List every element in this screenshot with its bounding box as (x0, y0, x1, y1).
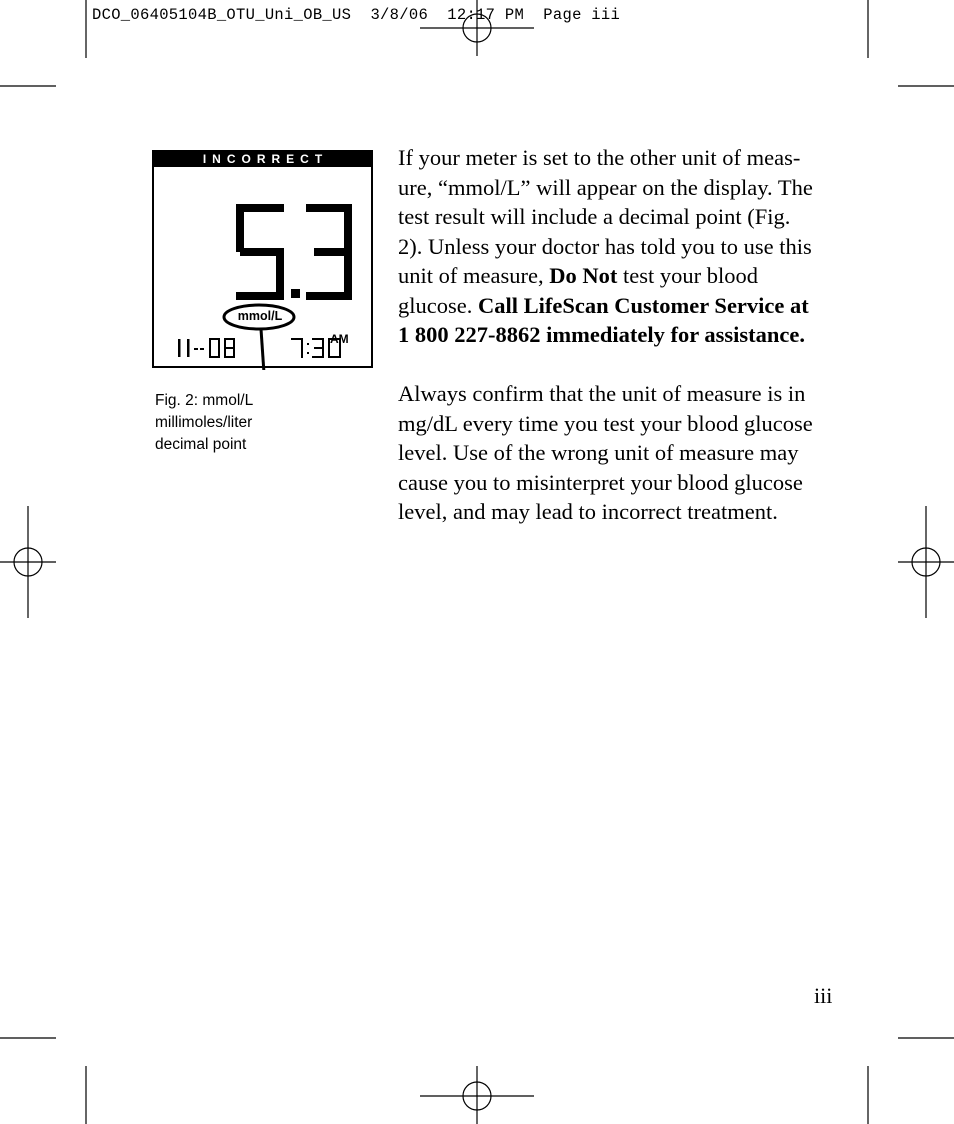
p1-text-a: If your meter is set to the other unit of meas-ure, “mmol/L” will appear on the display. The test result will include a decimal point (Fig. 2). Unless your doctor has told you to use this unit of measure, (398, 145, 813, 288)
body-text (398, 143, 818, 527)
p1-do-not: Do Not (549, 263, 618, 288)
figure-caption (155, 390, 253, 456)
unit-label: mmol/L (237, 309, 283, 323)
paragraph-1 (398, 143, 818, 350)
ampm-label: AM (330, 332, 349, 346)
caption-line-3: decimal point (155, 436, 247, 453)
page-number: iii (814, 983, 833, 1008)
meter-display-figure (152, 150, 373, 368)
print-slug: DCO_06405104B_OTU_Uni_OB_US 3/8/06 12:17 PM Page iii (92, 6, 621, 24)
p1-call-lifescan: Call LifeScan Customer Service at 1 800 227-8862 immediately for assistance. (398, 292, 809, 347)
caption-line-1: Fig. 2: mmol/L (155, 392, 254, 409)
p1-text-c: test your blood glucose. (398, 263, 758, 318)
incorrect-banner: INCORRECT (154, 152, 371, 167)
caption-line-2: millimoles/liter (155, 414, 253, 431)
paragraph-2: Always confirm that the unit of measure is in mg/dL every time you test your blood glucose level. Use of the wrong unit of measure may cause you to misinterpret your blood glucose level, and may lead to incorrect treatment. (398, 381, 813, 524)
